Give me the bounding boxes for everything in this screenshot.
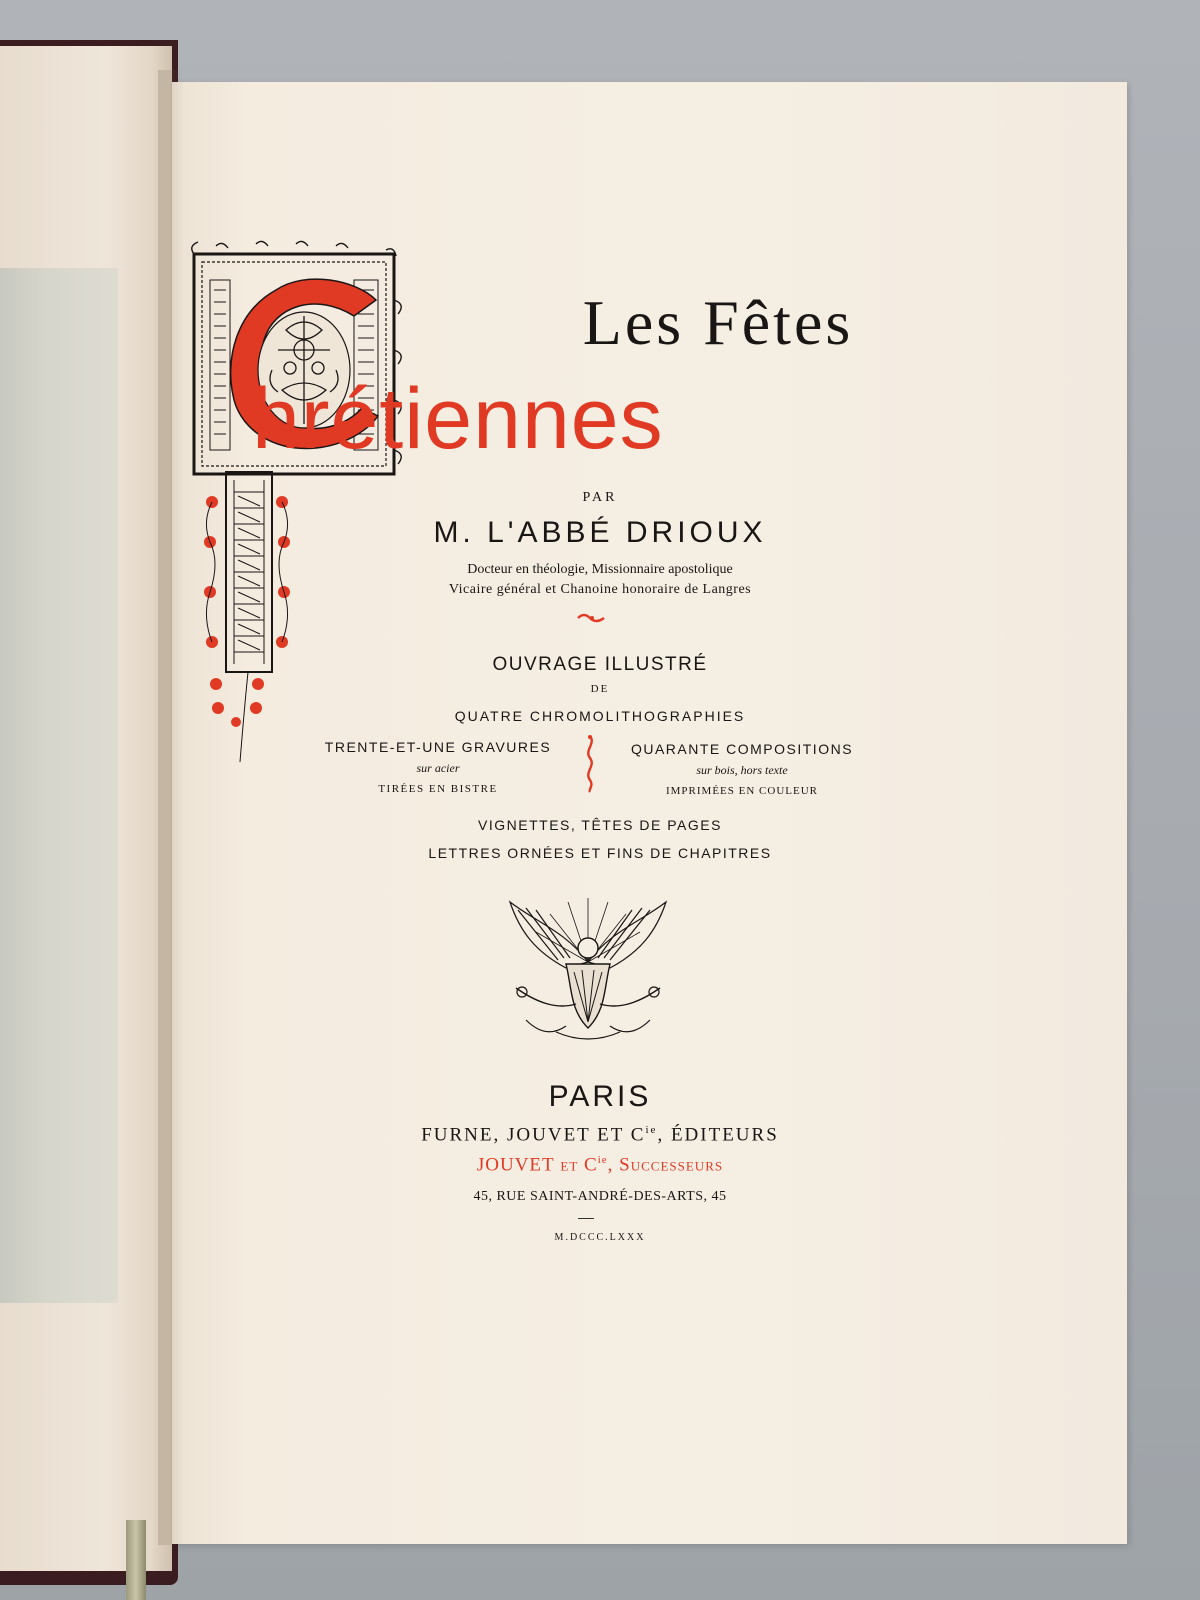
successor-role: , Successeurs bbox=[607, 1154, 724, 1176]
publisher-sup: ie bbox=[645, 1124, 658, 1136]
publisher-role: , ÉDITEURS bbox=[657, 1124, 779, 1146]
title-line-2: hrétiennes bbox=[252, 371, 664, 467]
engravings-line-3: TIRÉES EN BISTRE bbox=[378, 783, 498, 795]
imprint-successors bbox=[0, 1154, 1200, 1176]
credential-1: Docteur en théologie, Missionnaire apostolique bbox=[467, 562, 733, 577]
divider-fleuron-icon bbox=[576, 612, 608, 624]
successor-name: JOUVET bbox=[476, 1154, 555, 1176]
title-line-1: Les Fêtes bbox=[582, 287, 854, 358]
compositions-line-3: IMPRIMÉES EN COULEUR bbox=[665, 785, 818, 797]
engravings-line-1: TRENTE-ET-UNE GRAVURES bbox=[324, 739, 552, 755]
imprint-city: PARIS bbox=[548, 1080, 652, 1113]
imprint-rule bbox=[578, 1218, 594, 1219]
winged-vignette-icon bbox=[506, 892, 670, 1044]
imprint-publisher bbox=[0, 1124, 1200, 1146]
chromolithographs: QUATRE CHROMOLITHOGRAPHIES bbox=[454, 708, 746, 724]
compositions-line-1: QUARANTE COMPOSITIONS bbox=[630, 741, 854, 757]
author-name: M. L'ABBÉ DRIOUX bbox=[433, 516, 767, 549]
imprint-year: M.DCCC.LXXX bbox=[554, 1232, 646, 1243]
vine-fleuron-icon bbox=[582, 734, 598, 794]
vignettes-line: VIGNETTES, TÊTES DE PAGES bbox=[478, 817, 722, 833]
left-plate-image bbox=[0, 268, 118, 1303]
letters-line: LETTRES ORNÉES ET FINS DE CHAPITRES bbox=[428, 845, 772, 861]
imprint-address: 45, RUE SAINT-ANDRÉ-DES-ARTS, 45 bbox=[473, 1189, 727, 1204]
work-of: DE bbox=[590, 683, 610, 695]
work-heading: OUVRAGE ILLUSTRÉ bbox=[492, 654, 708, 675]
compositions-line-2: sur bois, hors texte bbox=[696, 763, 788, 777]
successor-sup: ie bbox=[597, 1154, 608, 1166]
bookmark-ribbon bbox=[126, 1520, 146, 1600]
successor-et: et C bbox=[554, 1154, 598, 1176]
credential-2: Vicaire général et Chanoine honoraire de Langres bbox=[448, 582, 752, 597]
publisher-name: FURNE, JOUVET ET C bbox=[421, 1124, 646, 1146]
engravings-line-2: sur acier bbox=[416, 761, 460, 775]
by-label: PAR bbox=[582, 490, 618, 505]
